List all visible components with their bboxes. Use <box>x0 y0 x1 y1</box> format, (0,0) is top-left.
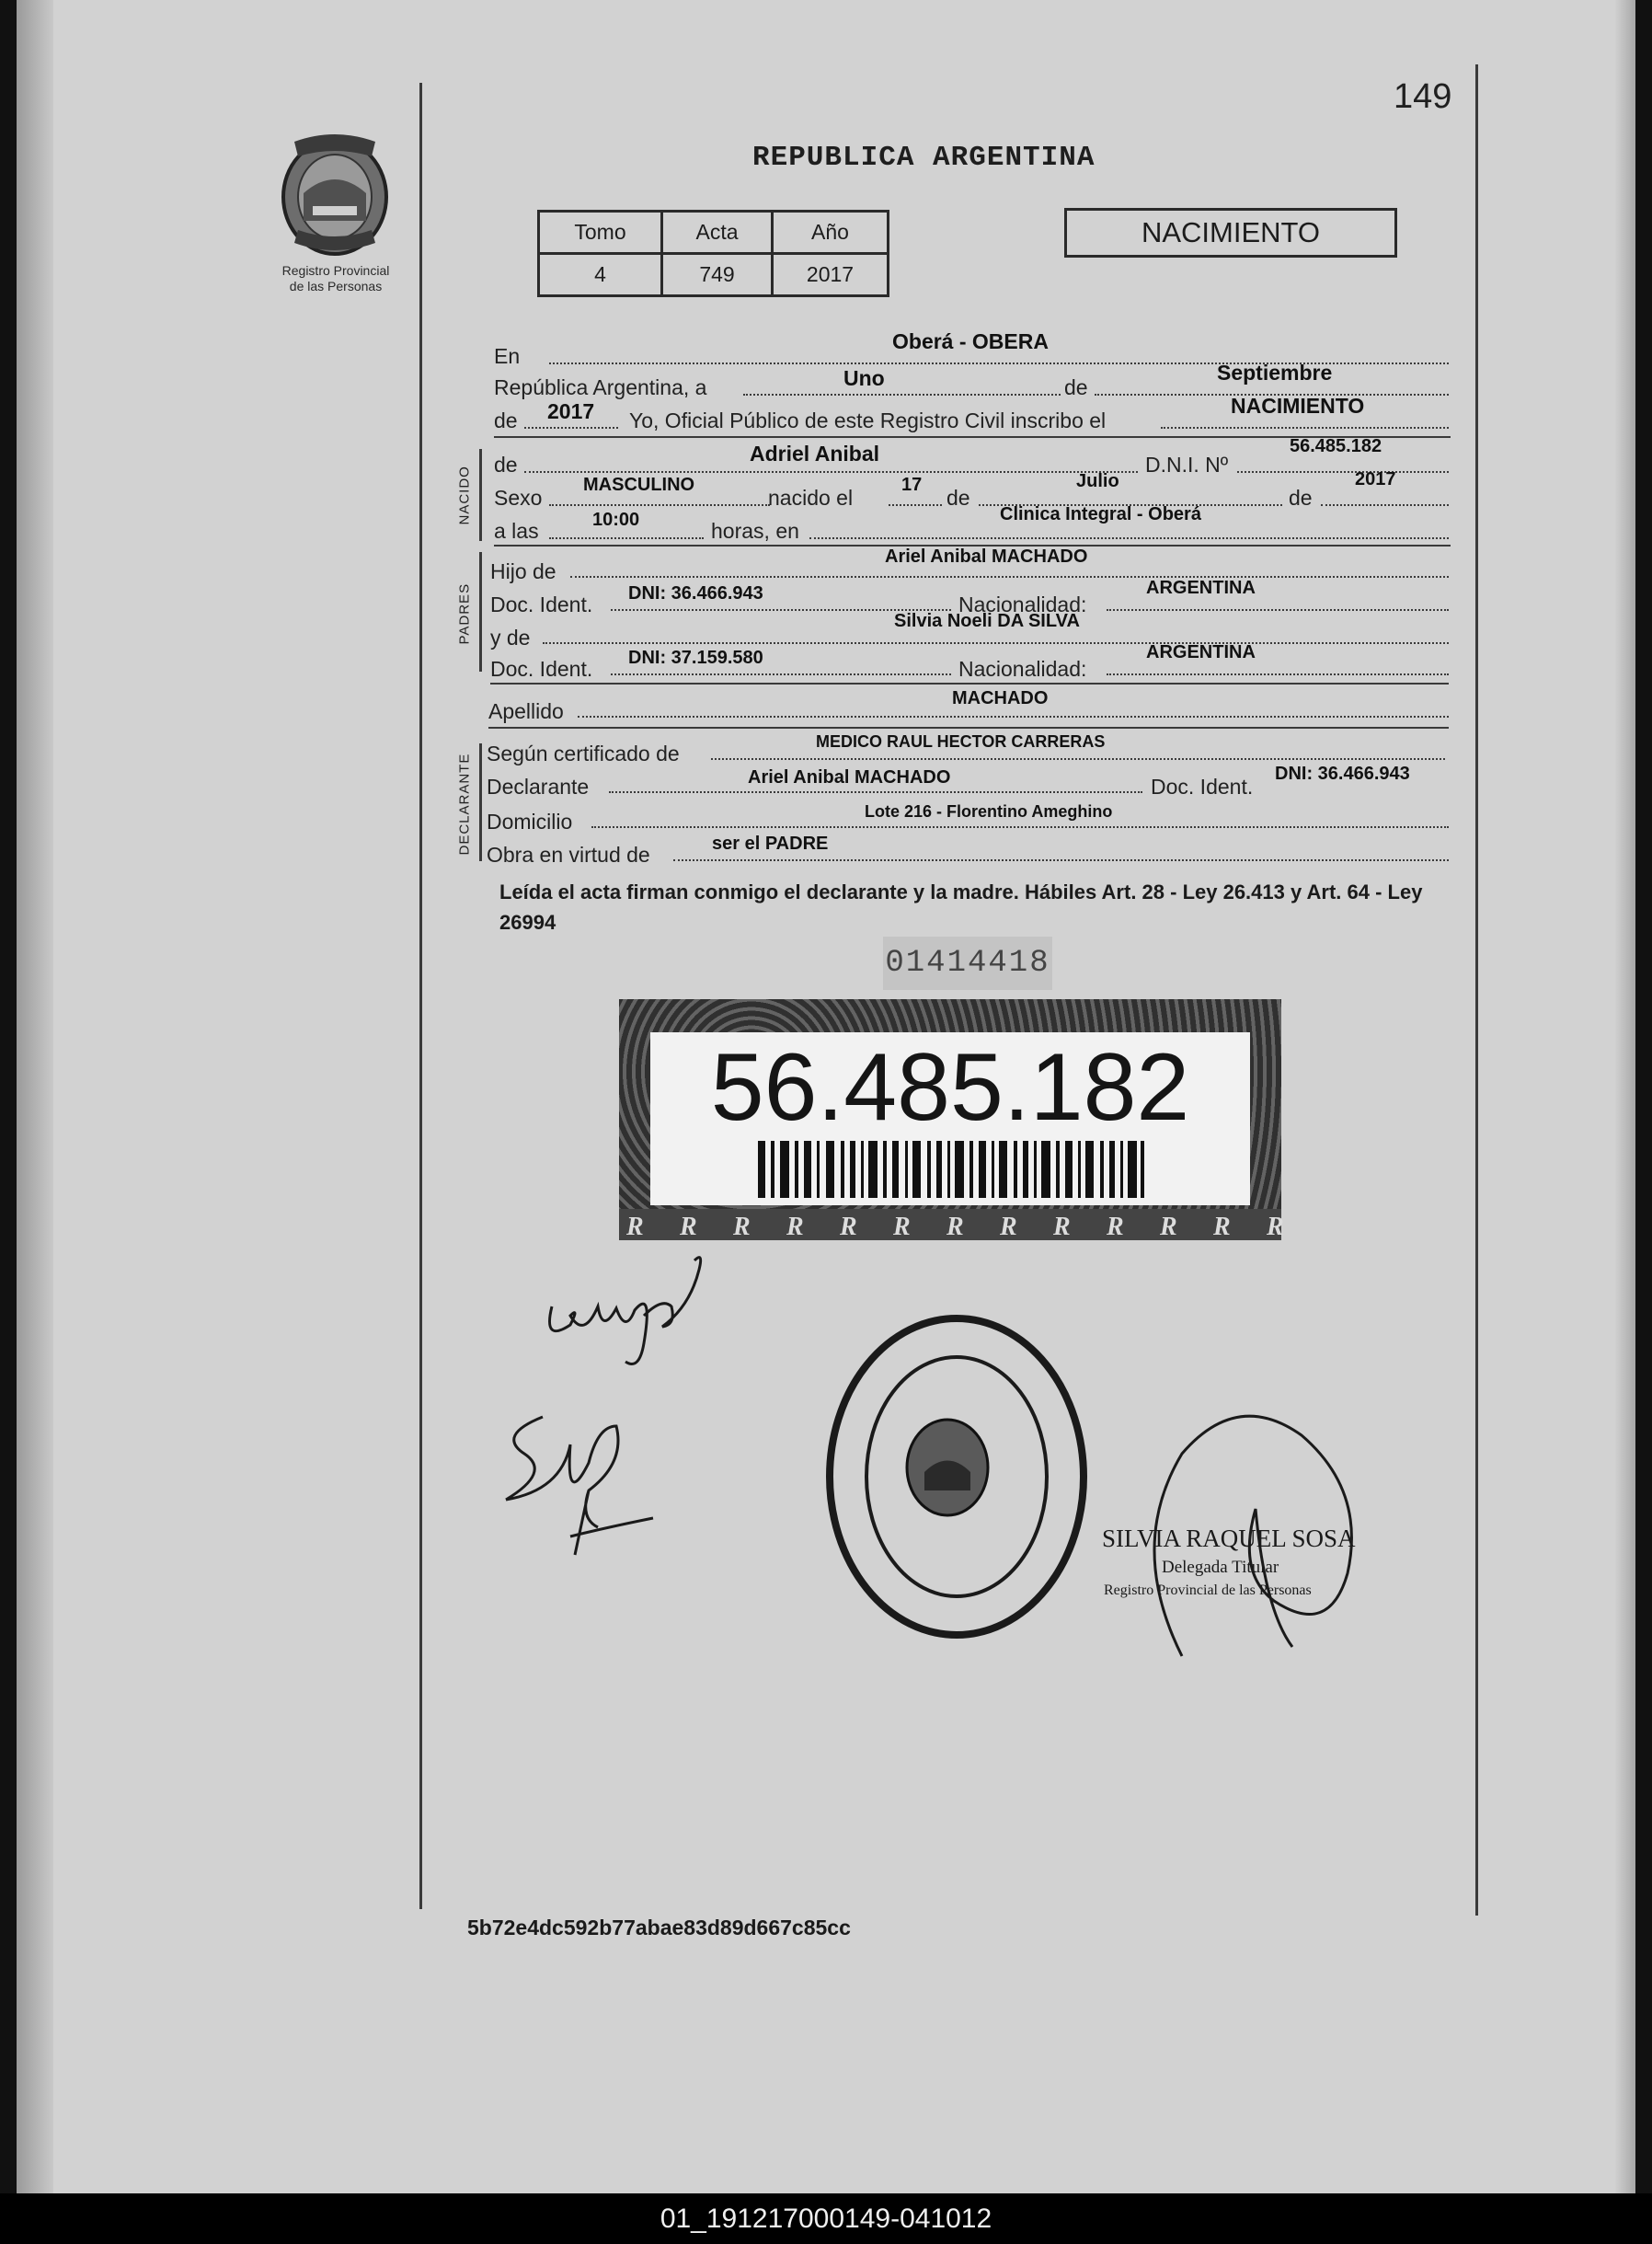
value-nombre: Adriel Anibal <box>750 442 879 466</box>
value-padre-dni: DNI: 36.466.943 <box>628 583 763 604</box>
registry-table <box>537 210 889 297</box>
label-nacionalidad-padre: Nacionalidad: <box>958 593 1087 616</box>
label-doc-ident-declarante: Doc. Ident. <box>1151 775 1254 799</box>
value-mes-nac: Julio <box>1076 471 1119 491</box>
dotted-line <box>1107 609 1449 611</box>
dotted-line <box>578 716 1449 718</box>
provincial-seal-icon <box>276 129 394 258</box>
label-doc-ident-madre: Doc. Ident. <box>490 657 593 681</box>
value-anio-nac: 2017 <box>1355 469 1396 489</box>
section-bar-padres <box>479 552 482 672</box>
value-dia: Uno <box>843 366 885 390</box>
value-dni: 56.485.182 <box>1290 436 1382 456</box>
svg-text:R: R <box>893 1213 911 1241</box>
value-dia-nac: 17 <box>901 475 923 495</box>
value-apellido: MACHADO <box>952 688 1049 708</box>
footer-file-id: 01_191217000149-041012 <box>0 2193 1652 2244</box>
seal-caption-line-2: de las Personas <box>289 279 383 293</box>
value-padre: Ariel Anibal MACHADO <box>885 547 1088 567</box>
official-stamp-icon <box>823 1311 1090 1642</box>
sticker-label <box>650 1032 1250 1205</box>
serial-number: 01414418 <box>883 937 1052 990</box>
dotted-line <box>570 576 1449 578</box>
label-doc-ident-padre: Doc. Ident. <box>490 593 593 616</box>
section-divider <box>490 683 1449 685</box>
document-type-box: NACIMIENTO <box>1064 208 1397 258</box>
page-number: 149 <box>1394 77 1452 116</box>
dotted-line <box>611 673 951 675</box>
value-certificado: MEDICO RAUL HECTOR CARRERAS <box>816 732 1106 751</box>
label-de-mes-nac: de <box>946 486 970 510</box>
dotted-line <box>673 859 1449 861</box>
label-de-nombre: de <box>494 453 518 477</box>
page-edge <box>1615 0 1635 2193</box>
label-de-mes: de <box>1064 375 1088 399</box>
section-divider <box>488 727 1449 729</box>
seal-caption <box>258 263 414 294</box>
label-de-anio: de <box>494 409 518 432</box>
label-republica: República Argentina, a <box>494 375 707 399</box>
svg-text:R: R <box>626 1213 644 1241</box>
value-obra: ser el PADRE <box>712 834 829 854</box>
barcode-icon <box>758 1141 1144 1198</box>
dotted-line <box>549 537 704 539</box>
label-obra-en-virtud: Obra en virtud de <box>487 843 650 867</box>
dotted-line <box>524 471 1138 473</box>
label-nacido-el: nacido el <box>768 486 854 510</box>
dotted-line <box>543 642 1449 644</box>
side-label-declarante: DECLARANTE <box>456 753 473 856</box>
dotted-line <box>1161 427 1449 429</box>
official-org: Registro Provincial de las Personas <box>1104 1582 1312 1598</box>
document-hash: 5b72e4dc592b77abae83d89d667c85cc <box>467 1916 851 1939</box>
label-declarante: Declarante <box>487 775 590 799</box>
label-hijo-de: Hijo de <box>490 559 556 583</box>
dotted-line <box>591 826 1449 828</box>
seal-caption-line-1: Registro Provincial <box>281 263 390 278</box>
svg-text:R: R <box>1000 1213 1017 1241</box>
signature-declarante-icon <box>533 1251 736 1371</box>
value-mes: Septiembre <box>1217 361 1333 385</box>
dotted-line <box>809 537 1449 539</box>
value-acta: 749 <box>662 254 773 296</box>
value-anio: 2017 <box>547 399 595 423</box>
label-nacionalidad-madre: Nacionalidad: <box>958 657 1087 681</box>
label-domicilio: Domicilio <box>487 810 573 834</box>
svg-text:R: R <box>1107 1213 1124 1241</box>
label-sexo: Sexo <box>494 486 543 510</box>
value-madre: Silvia Noeli DA SILVA <box>894 611 1080 631</box>
svg-text:R: R <box>1267 1213 1284 1241</box>
side-label-nacido: NACIDO <box>456 466 473 525</box>
label-segun-certificado: Según certificado de <box>487 742 680 765</box>
svg-text:R: R <box>1053 1213 1071 1241</box>
right-margin-line <box>1475 64 1478 1916</box>
svg-text:R: R <box>680 1213 697 1241</box>
country-title: REPUBLICA ARGENTINA <box>752 142 1096 174</box>
value-anio: 2017 <box>773 254 889 296</box>
legal-text: Leída el acta firman conmigo el declarante y la madre. Hábiles Art. 28 - Ley 26.413 y Art. 64 - Ley 26994 <box>499 880 1423 934</box>
value-hora: 10:00 <box>592 510 640 530</box>
sticker-number: 56.485.182 <box>710 1034 1190 1141</box>
header-tomo: Tomo <box>539 212 662 254</box>
label-a-las: a las <box>494 519 539 543</box>
sticker-r-pattern-icon <box>619 1209 1284 1241</box>
value-lugar: Oberá - OBERA <box>892 329 1049 353</box>
value-tipo: NACIMIENTO <box>1231 394 1365 418</box>
svg-text:R: R <box>1160 1213 1177 1241</box>
dotted-line <box>889 504 942 506</box>
label-yo-oficial: Yo, Oficial Público de este Registro Civil inscribo el <box>629 409 1107 432</box>
value-lugar-nac: Clinica Integral - Oberá <box>1000 504 1201 524</box>
svg-text:R: R <box>733 1213 751 1241</box>
dotted-line <box>1321 504 1449 506</box>
side-label-padres: PADRES <box>456 582 473 645</box>
dotted-line <box>549 504 770 506</box>
label-y-de: y de <box>490 626 531 650</box>
official-role: Delegada Titular <box>1162 1558 1279 1577</box>
signature-madre-icon <box>488 1389 671 1564</box>
section-bar-declarante <box>479 743 482 861</box>
label-dni: D.N.I. Nº <box>1145 453 1229 477</box>
dotted-line <box>524 427 618 429</box>
label-apellido: Apellido <box>488 699 564 723</box>
svg-text:R: R <box>946 1213 964 1241</box>
svg-text:R: R <box>786 1213 804 1241</box>
svg-text:R: R <box>1213 1213 1231 1241</box>
dotted-line <box>609 791 1142 793</box>
dotted-line <box>1107 673 1449 675</box>
value-madre-dni: DNI: 37.159.580 <box>628 648 763 668</box>
value-padre-nac: ARGENTINA <box>1146 578 1256 598</box>
value-declarante-dni: DNI: 36.466.943 <box>1275 764 1410 784</box>
section-bar-nacido <box>479 449 482 541</box>
dotted-line <box>743 394 1061 396</box>
label-en: En <box>494 344 521 368</box>
value-domicilio: Lote 216 - Florentino Ameghino <box>865 802 1113 821</box>
header-acta: Acta <box>662 212 773 254</box>
dotted-line <box>711 758 1445 760</box>
label-horas-en: horas, en <box>711 519 799 543</box>
label-de-anio-nac: de <box>1289 486 1313 510</box>
value-declarante: Ariel Anibal MACHADO <box>748 767 951 788</box>
left-margin-line <box>419 83 422 1909</box>
value-madre-nac: ARGENTINA <box>1146 642 1256 662</box>
page-shadow <box>17 0 53 2193</box>
value-sexo: MASCULINO <box>583 475 695 495</box>
header-anio: Año <box>773 212 889 254</box>
value-tomo: 4 <box>539 254 662 296</box>
dni-sticker <box>619 999 1284 1241</box>
official-name: SILVIA RAQUEL SOSA <box>1102 1525 1356 1552</box>
dotted-line <box>1237 471 1449 473</box>
svg-text:R: R <box>840 1213 857 1241</box>
